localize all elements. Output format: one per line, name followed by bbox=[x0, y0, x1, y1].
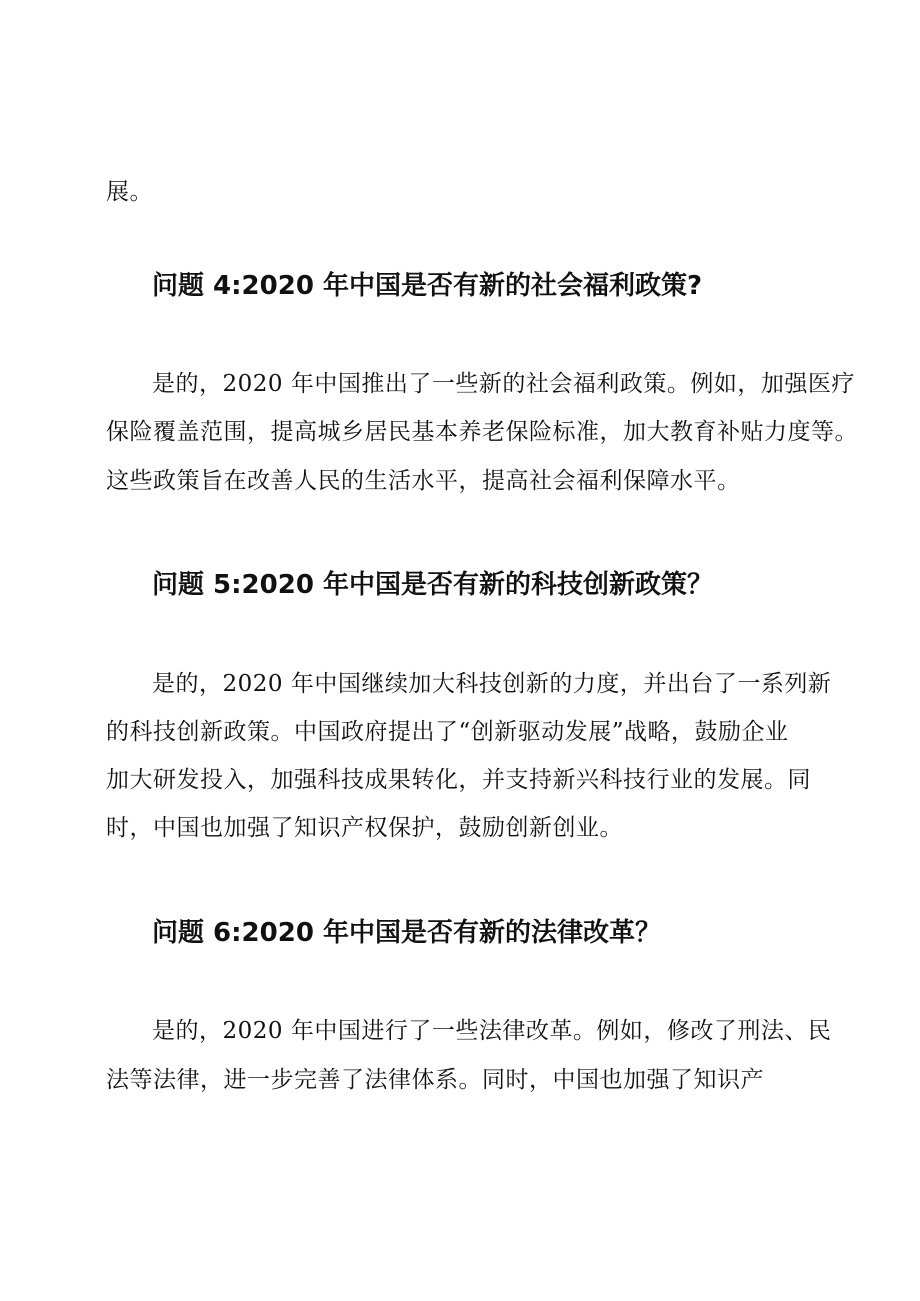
answer-5-line-1: 是的，2020 年中国继续加大科技创新的力度，并出台了一系列新 bbox=[152, 671, 832, 697]
question-4-heading: 问题 4:2020 年中国是否有新的社会福利政策? bbox=[152, 271, 703, 301]
answer-4-line-2: 保险覆盖范围，提高城乡居民基本养老保险标准，加大教育补贴力度等。 bbox=[106, 419, 858, 445]
answer-4-line-3: 这些政策旨在改善人民的生活水平，提高社会福利保障水平。 bbox=[106, 468, 741, 494]
paragraph-fragment: 展。 bbox=[106, 179, 153, 205]
question-5-heading: 问题 5:2020 年中国是否有新的科技创新政策？ bbox=[152, 570, 713, 600]
answer-6-line-2: 法等法律，进一步完善了法律体系。同时，中国也加强了知识产 bbox=[106, 1067, 764, 1093]
answer-4-line-1: 是的，2020 年中国推出了一些新的社会福利政策。例如，加强医疗 bbox=[152, 371, 855, 397]
answer-5-line-2: 的科技创新政策。中国政府提出了“创新驱动发展”战略，鼓励企业 bbox=[106, 719, 789, 745]
answer-6-line-1: 是的，2020 年中国进行了一些法律改革。例如，修改了刑法、民 bbox=[152, 1018, 832, 1044]
answer-5-line-3: 加大研发投入，加强科技成果转化，并支持新兴科技行业的发展。同 bbox=[106, 767, 811, 793]
answer-5-line-4: 时，中国也加强了知识产权保护，鼓励创新创业。 bbox=[106, 815, 623, 841]
question-6-heading: 问题 6:2020 年中国是否有新的法律改革？ bbox=[152, 918, 661, 948]
